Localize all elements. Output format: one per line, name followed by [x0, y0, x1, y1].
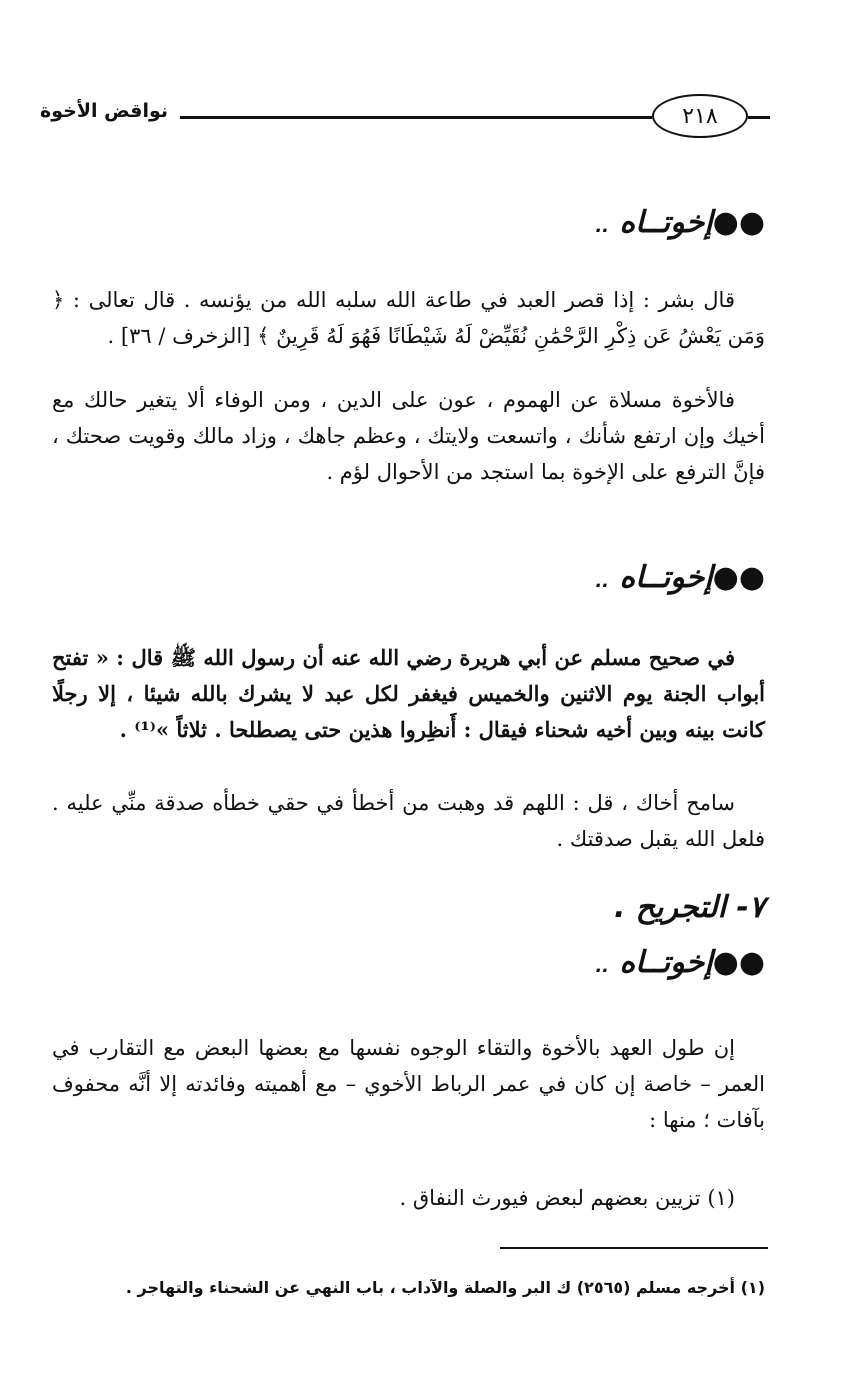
paragraph-3 — [52, 640, 765, 748]
chapter-heading-text: التجريح . — [613, 890, 726, 925]
section-heading-text: إخوتــاه — [619, 945, 713, 980]
heading-ellipsis: .. — [595, 216, 610, 237]
bullet-dots-icon: ●● — [712, 945, 765, 980]
paragraph-text: في صحيح مسلم عن أبي هريرة رضي الله عنه أن رسول الله ﷺ قال : « تفتح أبواب الجنة يوم الاثنين والخميس فيغفر لكل عبد لا يشرك بالله شيئا ، إلا رجلًا كانت بينه وبين أخيه شحناء فيقال : أَنظِروا هذين حتى يصطلحا . ثلاثاً »⁽¹⁾ . — [52, 645, 765, 742]
paragraph-4 — [52, 785, 765, 857]
section-heading — [589, 945, 765, 980]
chapter-number: ٧- — [736, 890, 765, 925]
header-rule-left — [180, 116, 652, 119]
paragraph-text: فالأخوة مسلاة عن الهموم ، عون على الدين ، ومن الوفاء ألا يتغير حالك مع أخيك وإن ارتفع شأنك ، واتسعت ولايتك ، وعظم جاهك ، وزاد مالك وقويت صحتك ، فإنَّ الترفع على الإخوة بما استجد من الأحوال لؤم . — [52, 388, 765, 484]
paragraph-5 — [52, 1030, 765, 1138]
page-number: ٢١٨ — [652, 94, 748, 138]
book-title: نواقض الأخوة — [40, 100, 169, 122]
list-item-text: (١) تزيين بعضهم لبعض فيورث النفاق . — [399, 1186, 735, 1210]
footnote: (١) أخرجه مسلم (٢٥٦٥) ك البر والصلة والآداب ، باب النهي عن الشحناء والتهاجر . — [125, 1278, 765, 1297]
footnote-divider — [500, 1247, 768, 1249]
page-header — [40, 92, 770, 142]
section-heading — [589, 205, 765, 240]
paragraph-1 — [52, 282, 765, 354]
header-rule-right — [748, 116, 770, 119]
section-heading-text: إخوتــاه — [619, 205, 713, 240]
bullet-dots-icon: ●● — [712, 560, 765, 595]
chapter-heading — [614, 890, 765, 925]
paragraph-2 — [52, 382, 765, 490]
paragraph-text: إن طول العهد بالأخوة والتقاء الوجوه نفسها مع بعضها البعض مع التقارب في العمر – خاصة إن كان في عمر الرباط الأخوي – مع أهميته وفائدته إلا أنَّه محفوف بآفات ؛ منها : — [52, 1036, 765, 1132]
heading-ellipsis: .. — [595, 956, 610, 977]
section-heading — [589, 560, 765, 595]
bullet-dots-icon: ●● — [712, 205, 765, 240]
section-heading-text: إخوتــاه — [619, 560, 713, 595]
heading-ellipsis: .. — [595, 571, 610, 592]
paragraph-text: سامح أخاك ، قل : اللهم قد وهبت من أخطأ في حقي خطأه صدقة منِّي عليه . فلعل الله يقبل صدقتك . — [52, 791, 765, 851]
list-item — [140, 1180, 765, 1216]
paragraph-text: قال بشر : إذا قصر العبد في طاعة الله سلبه الله من يؤنسه . قال تعالى : ﴿ وَمَن يَعْشُ عَن ذِكْرِ الرَّحْمَٰنِ نُقَيِّضْ لَهُ شَيْطَانًا فَهُوَ لَهُ قَرِينٌ ﴾ [الزخرف / ٣٦] . — [52, 288, 765, 348]
